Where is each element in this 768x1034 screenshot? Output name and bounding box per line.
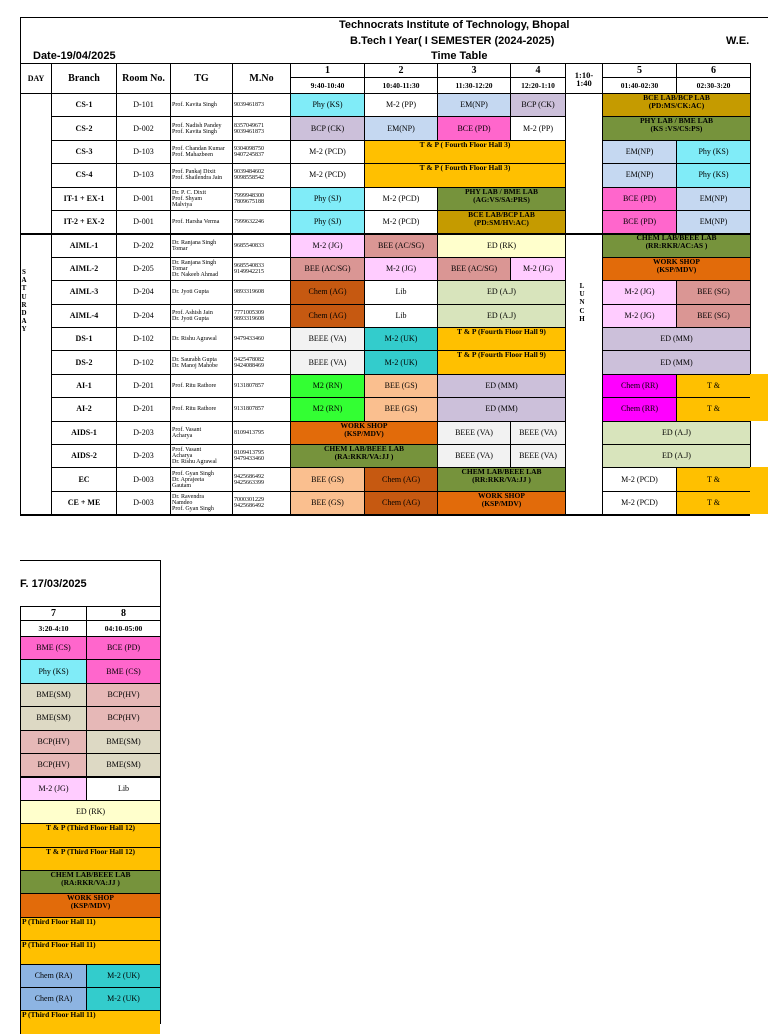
tg-cell: Dr. Ranjana Singh Tomar Dr. Nakeeb Ahmad: [170, 257, 232, 280]
lunch-label: L U N C H: [579, 282, 585, 323]
mobile-cell: 7999948300 7809675188: [232, 187, 290, 210]
period-cell: BCP(HV): [86, 683, 160, 706]
period-time: 11:30-12:20: [437, 77, 510, 93]
mobile-cell: 8357049671 9039461873: [232, 116, 290, 139]
branch-cell: CS-2: [51, 116, 116, 139]
col-header-room: Room No.: [116, 63, 170, 93]
branch-cell: AIML-1: [51, 233, 116, 256]
period-cell: M-2 (UK): [364, 327, 437, 350]
room-cell: D-201: [116, 374, 170, 397]
period-cell: BEEE (VA): [290, 327, 364, 350]
period-cell: BEEE (VA): [437, 421, 510, 444]
room-cell: D-203: [116, 444, 170, 467]
period-cell: M2 (RN): [290, 397, 364, 420]
room-cell: D-204: [116, 304, 170, 327]
period-cell: Chem (RR): [602, 374, 676, 397]
period-cell: Chem (AG): [364, 491, 437, 514]
tg-cell: Dr. Rishu Agrawal: [170, 327, 232, 350]
period-cell: WORK SHOP (KSP/MDV): [20, 893, 160, 916]
room-cell: D-001: [116, 210, 170, 233]
mobile-cell: 9893319608: [232, 280, 290, 303]
overflow-stub: [750, 467, 768, 490]
period-number: 2: [364, 63, 437, 77]
period-cell: BEEE (VA): [510, 421, 565, 444]
tg-cell: Prof. Chandan Kumar Prof. Mahazbeen: [170, 140, 232, 163]
period-cell: BEEE (VA): [510, 444, 565, 467]
period-cell: M-2 (JG): [602, 304, 676, 327]
period-cell: M-2 (PP): [364, 93, 437, 116]
room-cell: D-205: [116, 257, 170, 280]
room-cell: D-203: [116, 421, 170, 444]
room-cell: D-202: [116, 233, 170, 256]
mobile-cell: 9039461873: [232, 93, 290, 116]
overflow-stub: [750, 374, 768, 397]
period-number: 4: [510, 63, 565, 77]
period-time: 01:40-02:30: [602, 77, 676, 93]
period-cell: BCE LAB/BCP LAB (PD:MS/CK:AC): [602, 93, 750, 116]
period-cell: BEE (GS): [290, 491, 364, 514]
period-cell: ED (RK): [20, 800, 160, 823]
period-cell: BEEE (VA): [437, 444, 510, 467]
period-cell: M-2 (UK): [86, 987, 160, 1010]
branch-cell: DS-2: [51, 350, 116, 373]
period-cell: Phy (KS): [290, 93, 364, 116]
period-cell: BCE (PD): [602, 187, 676, 210]
period-cell: M-2 (JG): [602, 280, 676, 303]
tg-cell: Prof. Vasant Acharya: [170, 421, 232, 444]
branch-cell: AIML-2: [51, 257, 116, 280]
period-cell: Lib: [364, 280, 437, 303]
period-cell: CHEM LAB/BEEE LAB (RR:RKR/AC:AS ): [602, 233, 750, 256]
period-cell: BCP(HV): [86, 706, 160, 729]
period-number: 7: [20, 606, 86, 620]
branch-cell: IT-2 + EX-2: [51, 210, 116, 233]
period-cell: M-2 (JG): [20, 776, 86, 799]
mobile-cell: 9685540833: [232, 233, 290, 256]
period-cell: M-2 (JG): [364, 257, 437, 280]
period-number: 8: [86, 606, 160, 620]
period-cell: T & P (Fourth Floor Hall 9): [437, 350, 565, 373]
period-cell: ED (A.J): [602, 444, 750, 467]
tg-cell: Dr. Saurabh Gupta Dr. Manoj Mahobe: [170, 350, 232, 373]
period-cell: Chem (AG): [290, 304, 364, 327]
mobile-cell: 7999632246: [232, 210, 290, 233]
period-cell: BEE (SG): [676, 304, 750, 327]
period-cell: M-2 (UK): [86, 964, 160, 987]
period-cell: ED (MM): [437, 374, 565, 397]
period-cell: EM(NP): [676, 187, 750, 210]
period-cell: T & P (Third Floor Hall 12): [20, 847, 160, 870]
period-cell: ED (A.J): [437, 280, 565, 303]
room-cell: D-003: [116, 491, 170, 514]
period-cell: BME(SM): [20, 706, 86, 729]
period-cell: M-2 (JG): [510, 257, 565, 280]
tg-cell: Dr. P. C. Dixit Prof. Shyam Malviya: [170, 187, 232, 210]
period-cell: BCP(HV): [20, 753, 86, 776]
col-header-mno: M.No: [232, 63, 290, 93]
period-number: 6: [676, 63, 750, 77]
tg-cell: Dr. Ranjana Singh Tomar: [170, 233, 232, 256]
col-header-branch: Branch: [51, 63, 116, 93]
right-rule: [750, 63, 751, 514]
tg-cell: Prof. Ashish Jain Dr. Jyoti Gupta: [170, 304, 232, 327]
period-cell: T & P ( Fourth Floor Hall 3): [364, 140, 565, 163]
period-cell: BEE (GS): [364, 397, 437, 420]
period-cell: BEE (GS): [364, 374, 437, 397]
period-cell: M-2 (PP): [510, 116, 565, 139]
room-cell: D-103: [116, 163, 170, 186]
period-cell: BME(SM): [86, 730, 160, 753]
branch-cell: AI-1: [51, 374, 116, 397]
period-cell: BCE (PD): [86, 636, 160, 659]
period-cell: EM(NP): [364, 116, 437, 139]
period-cell: EM(NP): [602, 163, 676, 186]
period-time: 04:10-05:00: [86, 620, 160, 636]
period-cell: CHEM LAB/BEEE LAB (RA:RKR/VA:JJ ): [290, 444, 437, 467]
period-cell: Phy (SJ): [290, 210, 364, 233]
branch-cell: AIML-4: [51, 304, 116, 327]
branch-cell: AIDS-2: [51, 444, 116, 467]
tg-cell: Prof. Harsha Verma: [170, 210, 232, 233]
group-rule: [20, 233, 750, 235]
branch-cell: CS-1: [51, 93, 116, 116]
period-cell: ED (RK): [437, 233, 565, 256]
branch-cell: AI-2: [51, 397, 116, 420]
branch-cell: IT-1 + EX-1: [51, 187, 116, 210]
period-cell: ED (MM): [602, 350, 750, 373]
period-cell: Chem (RR): [602, 397, 676, 420]
period-cell: ED (MM): [602, 327, 750, 350]
period-cell: BME (CS): [20, 636, 86, 659]
period-cell: BCP(HV): [20, 730, 86, 753]
room-cell: D-102: [116, 327, 170, 350]
we-label: W.E.: [726, 35, 750, 47]
mobile-cell: 9425686492 9425663399: [232, 467, 290, 490]
period-cell: ED (A.J): [602, 421, 750, 444]
period-time: 10:40-11:30: [364, 77, 437, 93]
date-label: Date-19/04/2025: [33, 50, 116, 62]
period-cell: M-2 (PCD): [602, 467, 676, 490]
period-cell: CHEM LAB/BEEE LAB (RR:RKR/VA:JJ ): [437, 467, 565, 490]
period-number: 1: [290, 63, 364, 77]
period-cell: T &: [676, 374, 750, 397]
branch-cell: CS-3: [51, 140, 116, 163]
period-cell: T &: [676, 397, 750, 420]
period-cell: BEEE (VA): [290, 350, 364, 373]
room-cell: D-103: [116, 140, 170, 163]
period-cell: Chem (AG): [364, 467, 437, 490]
period-cell: BEE (SG): [676, 280, 750, 303]
period-cell: P (Third Floor Hall 11): [20, 917, 160, 940]
branch-cell: CS-4: [51, 163, 116, 186]
period-cell: WORK SHOP (KSP/MDV): [602, 257, 750, 280]
period-cell: EM(NP): [676, 210, 750, 233]
period-cell: Lib: [86, 776, 160, 799]
period-cell: M-2 (PCD): [290, 163, 364, 186]
period-cell: BCE LAB/BCP LAB (PD:SM/HV:AC): [437, 210, 565, 233]
top-rule: [20, 17, 768, 18]
period-cell: BME(SM): [20, 683, 86, 706]
mobile-cell: 9425478082 9424088469: [232, 350, 290, 373]
period-cell: BEE (AC/SG): [364, 233, 437, 256]
period-cell: BCE (PD): [602, 210, 676, 233]
room-cell: D-002: [116, 116, 170, 139]
room-cell: D-001: [116, 187, 170, 210]
mobile-cell: 7000301229 9425686492: [232, 491, 290, 514]
branch-cell: DS-1: [51, 327, 116, 350]
period-cell: WORK SHOP (KSP/MDV): [437, 491, 565, 514]
period-cell: ED (MM): [437, 397, 565, 420]
mobile-cell: 9131807857: [232, 374, 290, 397]
room-cell: D-204: [116, 280, 170, 303]
room-cell: D-102: [116, 350, 170, 373]
branch-cell: AIML-3: [51, 280, 116, 303]
period-cell: Phy (KS): [20, 659, 86, 682]
tg-cell: Prof. Nadish Pandey Prof. Kavita Singh: [170, 116, 232, 139]
group-rule: [20, 776, 160, 778]
period-cell: EM(NP): [602, 140, 676, 163]
period-number: 3: [437, 63, 510, 77]
period-cell: M-2 (JG): [290, 233, 364, 256]
tg-cell: Prof. Pankaj Dixit Prof. Shailendra Jain: [170, 163, 232, 186]
day-label: S A T U R D A Y: [21, 268, 27, 334]
period-cell: PHY LAB / BME LAB (KS :VS/CS:PS): [602, 116, 750, 139]
room-cell: D-003: [116, 467, 170, 490]
mobile-cell: 7771005309 9893319608: [232, 304, 290, 327]
tg-cell: Prof. Vasant Acharya Dr. Rishu Agrawal: [170, 444, 232, 467]
period-cell: BCE (PD): [437, 116, 510, 139]
period-cell: PHY LAB / BME LAB (AG:VS/SA:PRS): [437, 187, 565, 210]
period-cell: BEE (GS): [290, 467, 364, 490]
mobile-cell: 9685540833 9149942215: [232, 257, 290, 280]
mobile-cell: 8109413795 9479433460: [232, 444, 290, 467]
period-cell: T & P (Fourth Floor Hall 9): [437, 327, 565, 350]
mobile-cell: 9304098750 9407245837: [232, 140, 290, 163]
period-cell: CHEM LAB/BEEE LAB (RA:RKR/VA:JJ ): [20, 870, 160, 893]
period-cell: BCP (CK): [290, 116, 364, 139]
col-header-tg: TG: [170, 63, 232, 93]
period-cell: M2 (RN): [290, 374, 364, 397]
period-cell: M-2 (PCD): [364, 210, 437, 233]
room-cell: D-101: [116, 93, 170, 116]
period-cell: T &: [676, 467, 750, 490]
section2-right-rule: [160, 560, 161, 1024]
mobile-cell: 9479433460: [232, 327, 290, 350]
mobile-cell: 9131807857: [232, 397, 290, 420]
tg-cell: Dr. Jyoti Gupta: [170, 280, 232, 303]
period-cell: M-2 (UK): [364, 350, 437, 373]
branch-cell: AIDS-1: [51, 421, 116, 444]
period-cell: Phy (KS): [676, 140, 750, 163]
period-cell: EM(NP): [437, 93, 510, 116]
period-cell: Phy (SJ): [290, 187, 364, 210]
period-cell: P (Third Floor Hall 11): [20, 940, 160, 963]
period-cell: Phy (KS): [676, 163, 750, 186]
program-title: B.Tech I Year( I SEMESTER (2024-2025): [350, 35, 555, 47]
period-time: 12:20-1:10: [510, 77, 565, 93]
period-cell: T & P ( Fourth Floor Hall 3): [364, 163, 565, 186]
tg-cell: Prof. Ritu Rathore: [170, 397, 232, 420]
period-cell: Chem (RA): [20, 964, 86, 987]
col-header-day: DAY: [20, 63, 51, 93]
room-cell: D-201: [116, 397, 170, 420]
section2-top-rule: [20, 560, 161, 561]
period-cell: BEE (AC/SG): [290, 257, 364, 280]
period-cell: Chem (AG): [290, 280, 364, 303]
branch-cell: CE + ME: [51, 491, 116, 514]
period-cell: M-2 (PCD): [602, 491, 676, 514]
branch-cell: EC: [51, 467, 116, 490]
overflow-stub: [750, 491, 768, 514]
period-cell: BME(SM): [86, 753, 160, 776]
period-cell: T &: [676, 491, 750, 514]
period-cell: Chem (RA): [20, 987, 86, 1010]
we-date-label: F. 17/03/2025: [20, 578, 87, 590]
period-cell: BCP (CK): [510, 93, 565, 116]
col-header-lunch: 1:10- 1:40: [565, 63, 602, 93]
mobile-cell: 8109413795: [232, 421, 290, 444]
period-cell: M-2 (PCD): [364, 187, 437, 210]
period-cell: BEE (AC/SG): [437, 257, 510, 280]
period-time: 3:20-4:10: [20, 620, 86, 636]
institute-name: Technocrats Institute of Technology, Bhopal: [339, 19, 570, 31]
period-cell: M-2 (PCD): [290, 140, 364, 163]
period-number: 5: [602, 63, 676, 77]
mobile-cell: 9039484602 9098558542: [232, 163, 290, 186]
bottom-rule: [20, 514, 750, 516]
period-time: 9:40-10:40: [290, 77, 364, 93]
overflow-stub: [750, 397, 768, 420]
period-cell: Lib: [364, 304, 437, 327]
tg-cell: Prof. Ritu Rathore: [170, 374, 232, 397]
tg-cell: Prof. Gyan Singh Dr. Aprajeeta Gautam: [170, 467, 232, 490]
tg-cell: Dr. Ravendra Namdeo Prof. Gyan Singh: [170, 491, 232, 514]
period-cell: WORK SHOP (KSP/MDV): [290, 421, 437, 444]
tg-cell: Prof. Kavita Singh: [170, 93, 232, 116]
timetable-title: Time Table: [431, 50, 488, 62]
period-cell: ED (A.J): [437, 304, 565, 327]
period-cell: BME (CS): [86, 659, 160, 682]
period-cell: P (Third Floor Hall 11): [20, 1010, 160, 1033]
period-time: 02:30-3:20: [676, 77, 750, 93]
period-cell: T & P (Third Floor Hall 12): [20, 823, 160, 846]
